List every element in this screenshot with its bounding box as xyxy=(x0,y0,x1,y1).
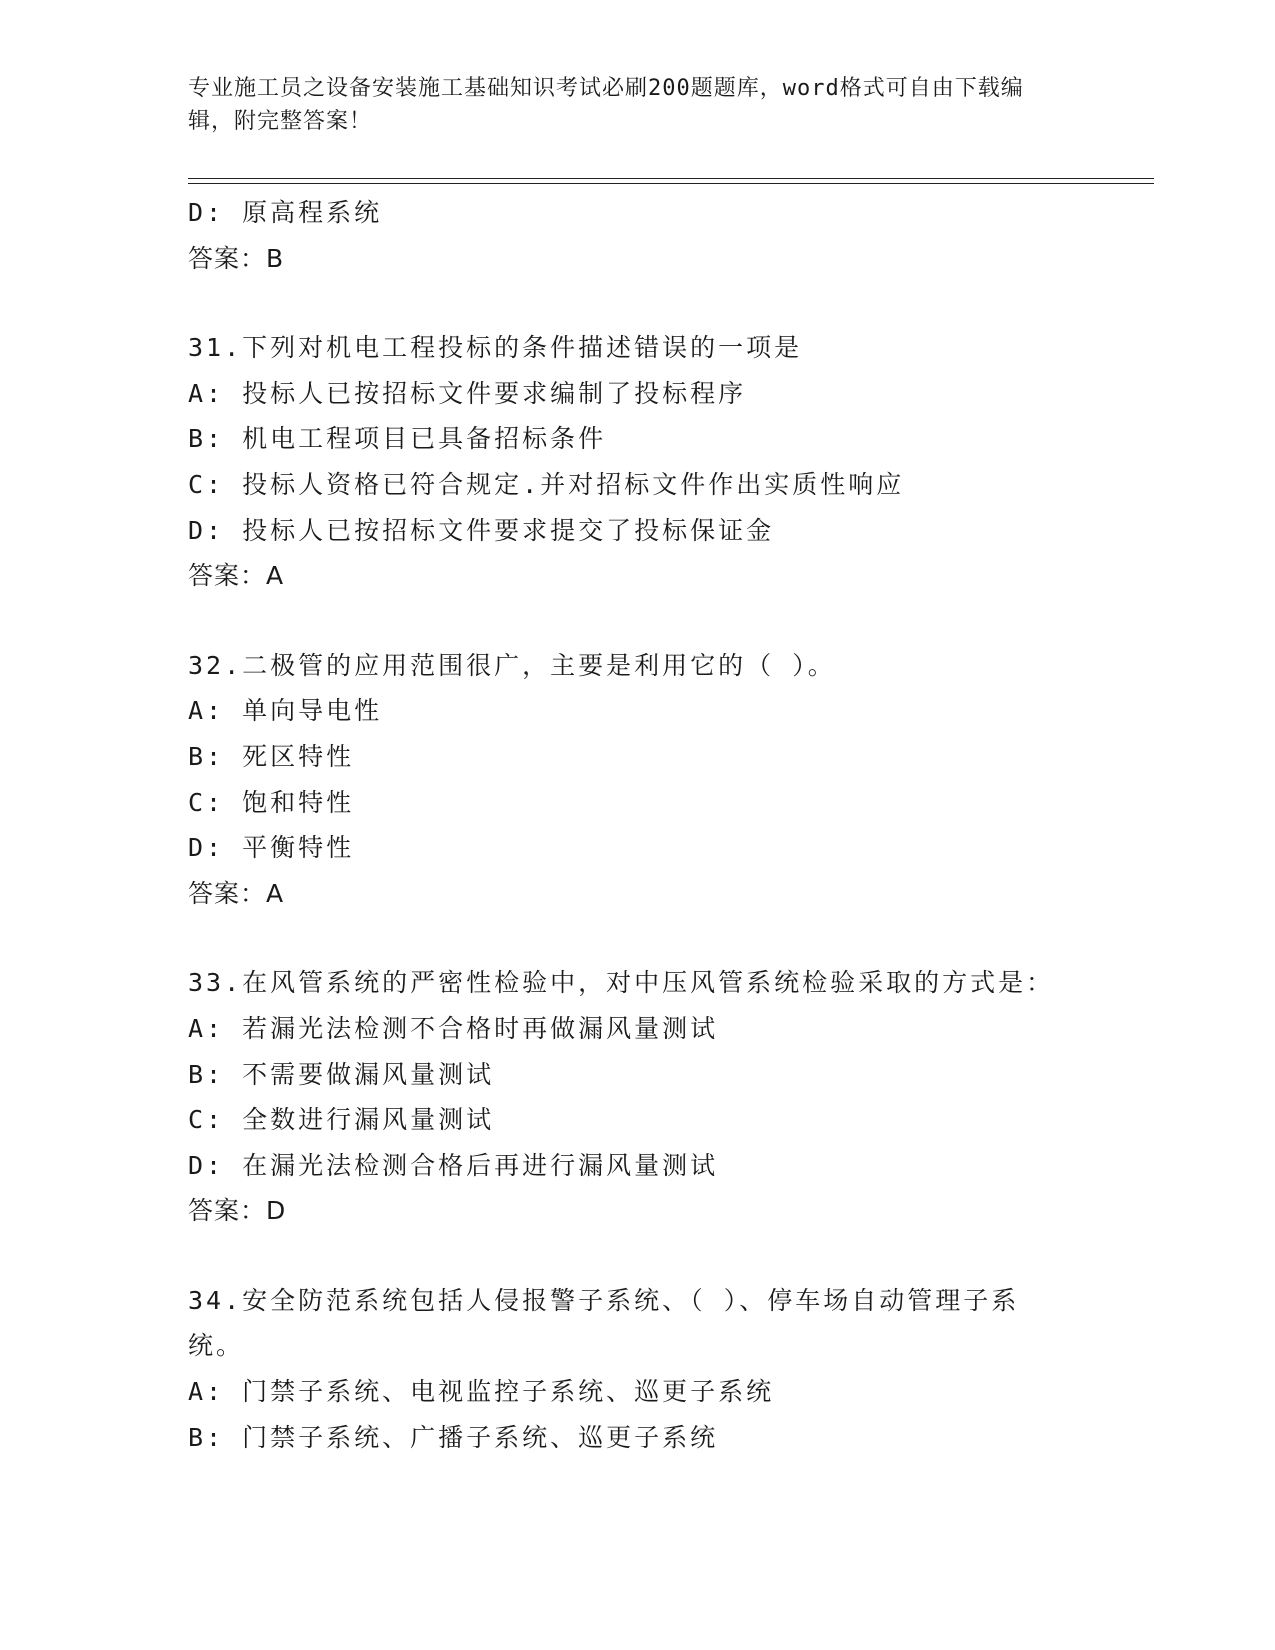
answer-line: 答案：B xyxy=(188,243,285,273)
question-stem: 33.在风管系统的严密性检验中，对中压风管系统检验采取的方式是： xyxy=(188,968,1055,998)
header-divider-bottom xyxy=(188,183,1154,184)
option-c: C: 全数进行漏风量测试 xyxy=(188,1105,495,1135)
answer-line: 答案：A xyxy=(188,561,285,591)
document-header-title: 专业施工员之设备安装施工基础知识考试必刷200题题库，word格式可自由下载编辑，附完整答案！ xyxy=(188,76,1024,134)
header-divider-top xyxy=(188,178,1154,179)
option-b: B: 死区特性 xyxy=(188,741,355,771)
question-stem: 31.下列对机电工程投标的条件描述错误的一项是 xyxy=(188,333,803,363)
answer-line: 答案：D xyxy=(188,1196,287,1226)
option-a: A: 若漏光法检测不合格时再做漏风量测试 xyxy=(188,1013,719,1043)
question-31 xyxy=(188,325,1068,599)
question-32 xyxy=(188,643,1068,917)
option-b: B: 机电工程项目已具备招标条件 xyxy=(188,424,607,454)
option-d: D: 平衡特性 xyxy=(188,833,355,863)
option-d: D: 原高程系统 xyxy=(188,198,383,227)
question-spacer xyxy=(188,916,1068,960)
question-stem: 34.安全防范系统包括人侵报警子系统、（ ）、停车场自动管理子系统。 xyxy=(188,1285,1020,1361)
option-a: A: 投标人已按招标文件要求编制了投标程序 xyxy=(188,378,747,408)
question-spacer xyxy=(188,281,1068,325)
option-c: C: 投标人资格已符合规定.并对招标文件作出实质性响应 xyxy=(188,469,905,499)
option-a: A: 门禁子系统、电视监控子系统、巡更子系统 xyxy=(188,1377,775,1407)
option-b: B: 门禁子系统、广播子系统、巡更子系统 xyxy=(188,1422,719,1452)
option-d: D: 投标人已按招标文件要求提交了投标保证金 xyxy=(188,515,775,545)
option-a: A: 单向导电性 xyxy=(188,696,383,726)
question-spacer xyxy=(188,1234,1068,1278)
question-list xyxy=(188,190,1068,1460)
answer-line: 答案：A xyxy=(188,878,285,908)
option-b: B: 不需要做漏风量测试 xyxy=(188,1059,495,1089)
option-c: C: 饱和特性 xyxy=(188,787,355,817)
question-stem: 32.二极管的应用范围很广，主要是利用它的（ ）。 xyxy=(188,650,836,680)
question-33 xyxy=(188,960,1068,1234)
question-spacer xyxy=(188,599,1068,643)
option-d: D: 在漏光法检测合格后再进行漏风量测试 xyxy=(188,1150,719,1180)
question-34 xyxy=(188,1278,1068,1460)
